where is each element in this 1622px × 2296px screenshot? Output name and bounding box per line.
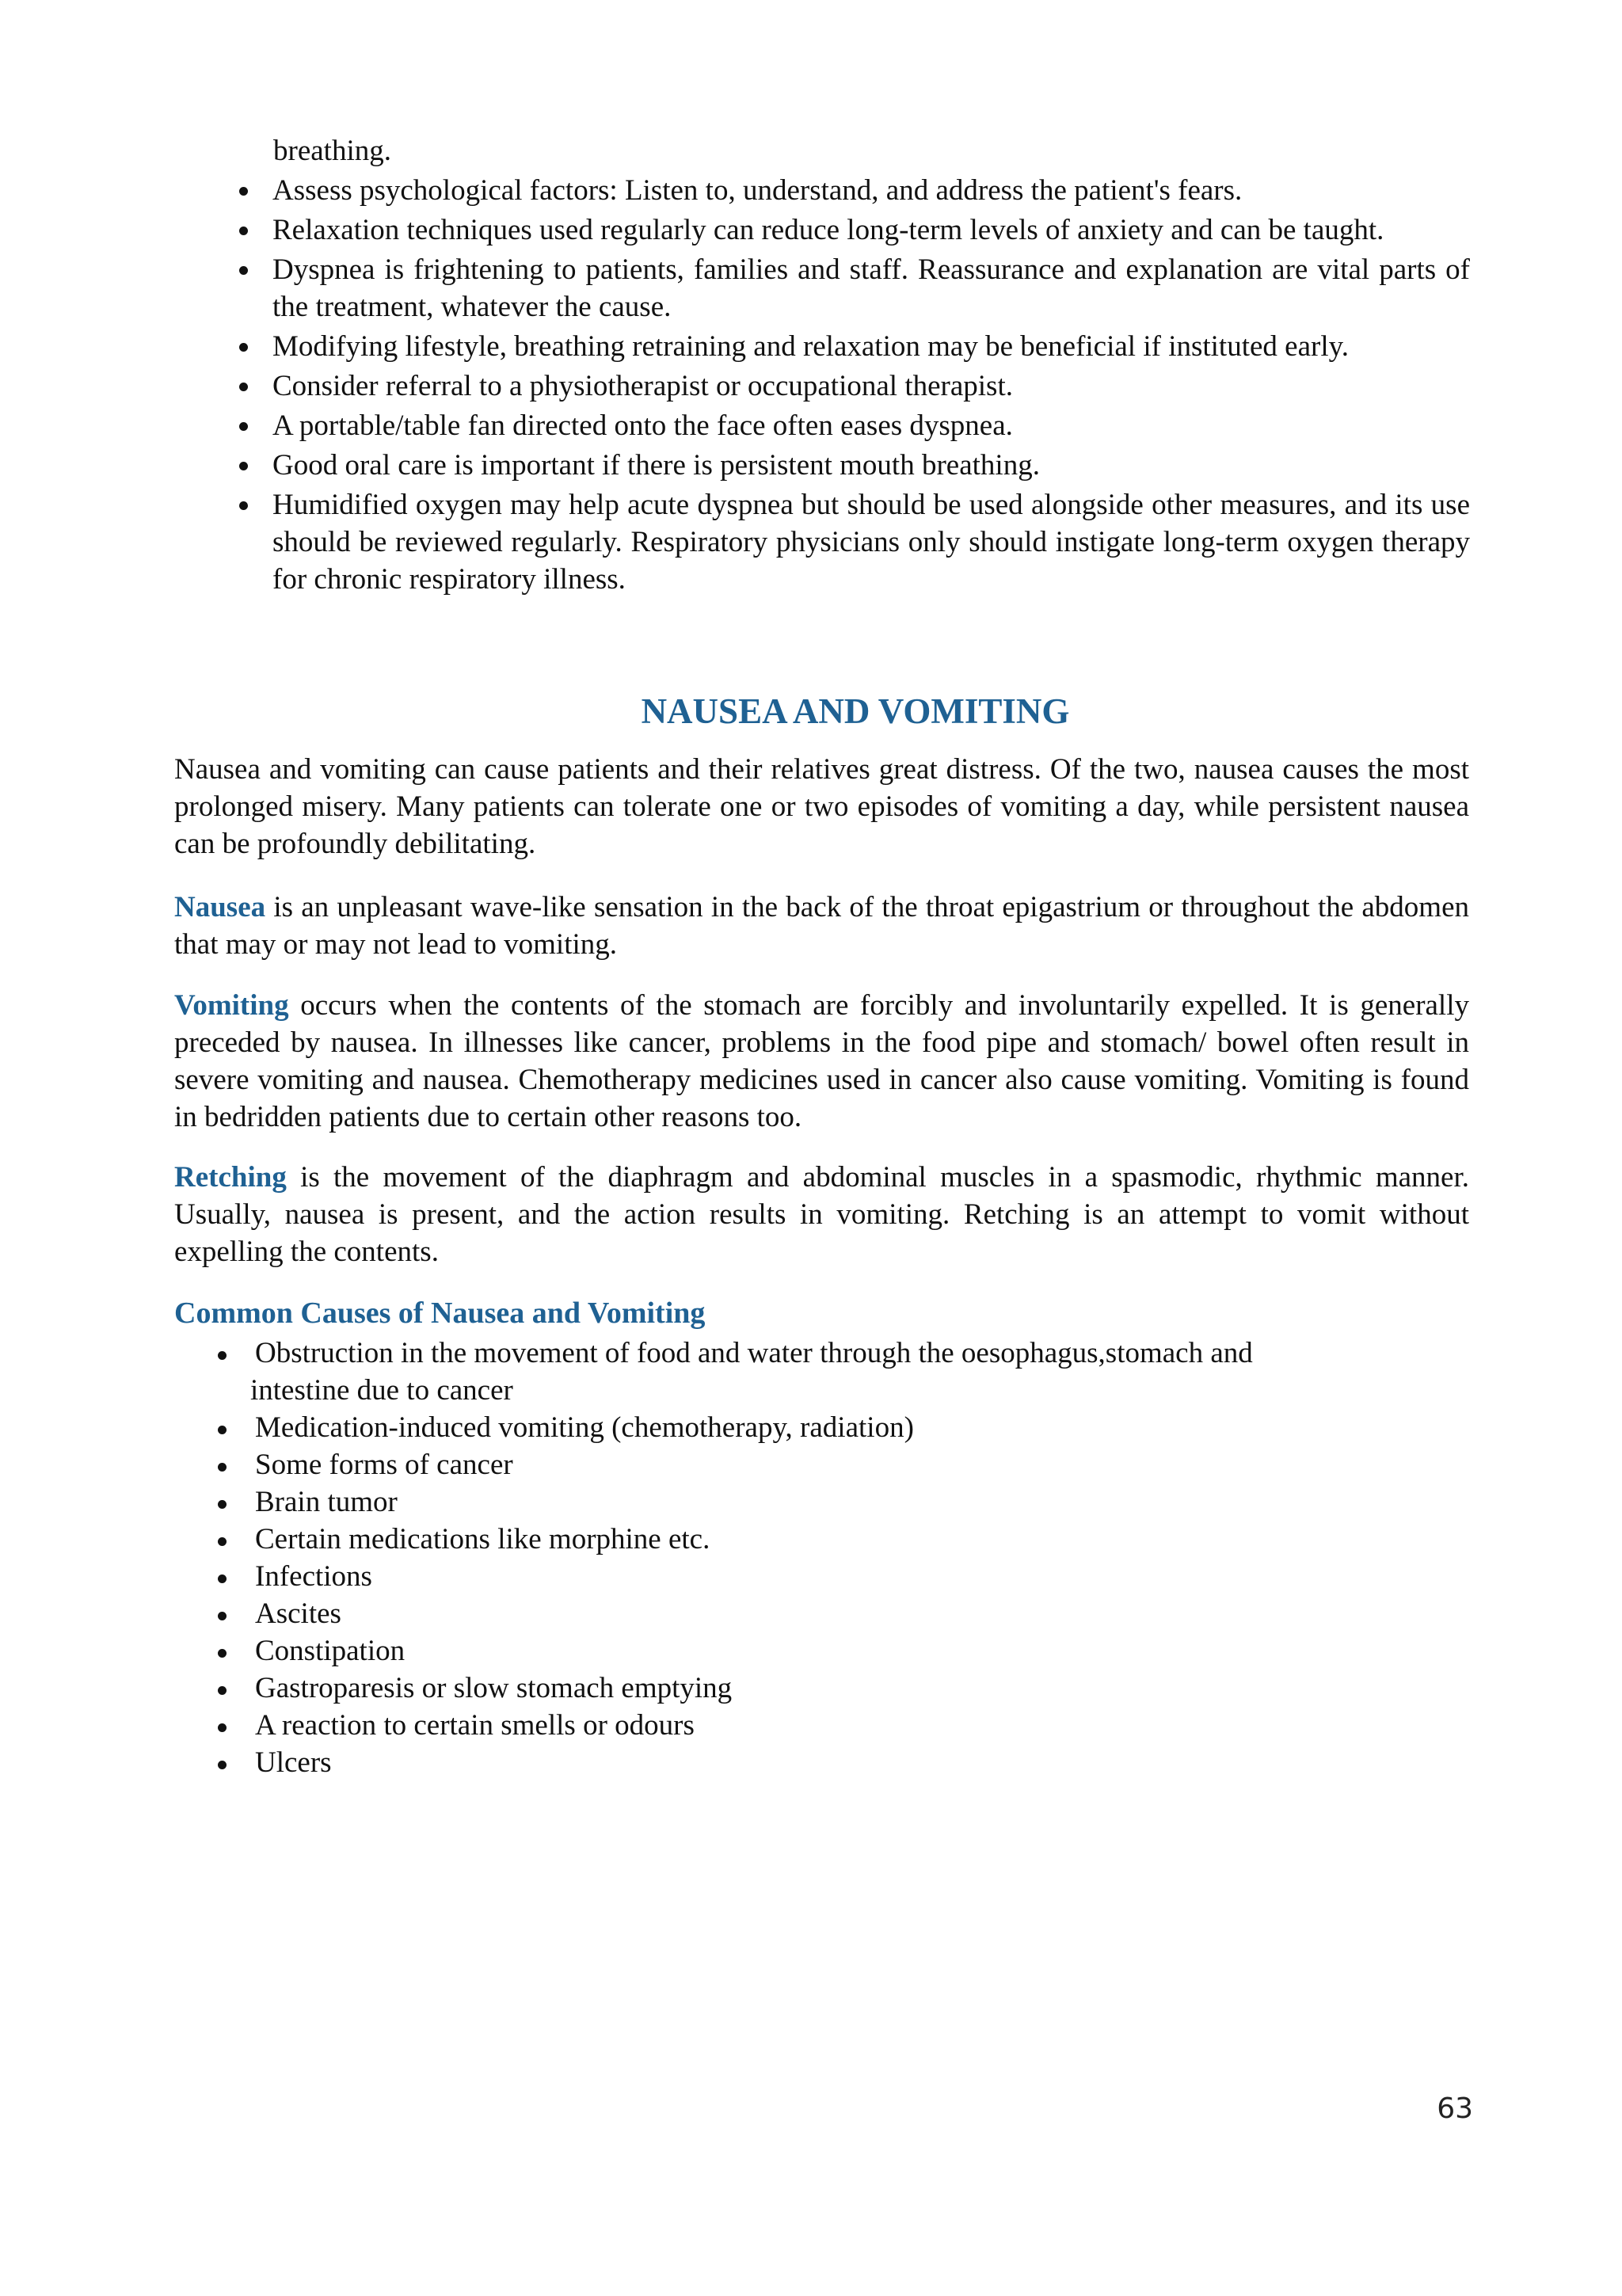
page-number: 63 bbox=[1437, 2092, 1473, 2125]
bullet-icon bbox=[218, 1612, 227, 1620]
intro-paragraph: Nausea and vomiting can cause patients and their relatives great distress. Of the two, nausea causes the most prolonged misery. Many patients can tolerate one or two episodes of vomiting a day, while persistent nausea can be profoundly debilitating. bbox=[174, 753, 1469, 860]
bullet-icon bbox=[218, 1686, 227, 1695]
continuation-line: breathing. bbox=[273, 135, 391, 167]
term-nausea: Nausea bbox=[174, 891, 266, 923]
list-item-text-continuation: intestine due to cancer bbox=[250, 1374, 513, 1407]
definition-text: is the movement of the diaphragm and abdominal muscles in a spasmodic, rhythmic manner. Usually, nausea is present, and the action results in vomiting. Retching is an attempt to vomit without expelling the contents. bbox=[174, 1161, 1469, 1268]
list-item-text: Obstruction in the movement of food and water through the oesophagus,stomach and bbox=[255, 1337, 1253, 1369]
term-vomiting: Vomiting bbox=[174, 989, 289, 1022]
bullet-icon bbox=[218, 1723, 227, 1732]
list-item bbox=[215, 1707, 1451, 1744]
bullet-icon bbox=[239, 187, 248, 196]
list-item bbox=[234, 407, 1470, 444]
causes-list bbox=[215, 1335, 1451, 1781]
list-item-text: Gastroparesis or slow stomach emptying bbox=[255, 1672, 733, 1704]
list-item bbox=[215, 1335, 1451, 1409]
list-item-text: Assess psychological factors: Listen to, understand, and address the patient's fears. bbox=[272, 174, 1243, 207]
bullet-icon bbox=[218, 1500, 227, 1509]
list-item-text: Good oral care is important if there is persistent mouth breathing. bbox=[272, 449, 1040, 482]
list-item bbox=[234, 328, 1470, 365]
list-item-text: Relaxation techniques used regularly can reduce long-term levels of anxiety and can be taught. bbox=[272, 214, 1384, 246]
list-item-text: Medication-induced vomiting (chemotherapy, radiation) bbox=[255, 1411, 914, 1444]
list-item bbox=[215, 1632, 1451, 1670]
list-item-text: Ulcers bbox=[255, 1746, 332, 1779]
list-item-text: Constipation bbox=[255, 1635, 406, 1667]
list-item bbox=[234, 172, 1470, 209]
list-item bbox=[234, 447, 1470, 484]
retching-definition bbox=[174, 1159, 1469, 1270]
bullet-icon bbox=[239, 501, 248, 510]
bullet-icon bbox=[239, 462, 248, 470]
list-item bbox=[215, 1558, 1451, 1595]
bullet-icon bbox=[218, 1574, 227, 1583]
list-item-text: Modifying lifestyle, breathing retraining and relaxation may be beneficial if instituted early. bbox=[272, 330, 1349, 363]
top-bullet-list bbox=[234, 172, 1470, 600]
section-title: NAUSEA AND VOMITING bbox=[641, 691, 1070, 731]
list-item-text: Dyspnea is frightening to patients, families and staff. Reassurance and explanation are vital parts of the treatment, whatever the cause. bbox=[272, 253, 1470, 323]
bullet-icon bbox=[218, 1649, 227, 1658]
list-item-text: Consider referral to a physiotherapist or occupational therapist. bbox=[272, 370, 1013, 402]
list-item bbox=[234, 486, 1470, 598]
definition-text: occurs when the contents of the stomach are forcibly and involuntarily expelled. It is generally preceded by nausea. In illnesses like cancer, problems in the food pipe and stomach/ bowel often result in severe vomiting and nausea. Chemotherapy medicines used in cancer also cause vomiting. Vomiting is found in bedridden patients due to certain other reasons too. bbox=[174, 989, 1469, 1133]
list-item bbox=[215, 1409, 1451, 1446]
list-item bbox=[215, 1595, 1451, 1632]
bullet-icon bbox=[239, 422, 248, 431]
bullet-icon bbox=[239, 266, 248, 275]
list-item-text: Humidified oxygen may help acute dyspnea but should be used alongside other measures, and its use should be reviewed regularly. Respiratory physicians only should instigate long-term oxygen therapy for chronic respiratory illness. bbox=[272, 489, 1470, 596]
list-item-text: A portable/table fan directed onto the face often eases dyspnea. bbox=[272, 409, 1013, 442]
vomiting-definition bbox=[174, 987, 1469, 1136]
bullet-icon bbox=[239, 383, 248, 391]
nausea-definition bbox=[174, 889, 1469, 963]
bullet-icon bbox=[218, 1463, 227, 1472]
definition-text: is an unpleasant wave-like sensation in the back of the throat epigastrium or throughout the abdomen that may or may not lead to vomiting. bbox=[174, 891, 1469, 961]
list-item bbox=[215, 1446, 1451, 1483]
bullet-icon bbox=[239, 343, 248, 352]
list-item-text: Brain tumor bbox=[255, 1486, 398, 1518]
list-item bbox=[215, 1670, 1451, 1707]
list-item-text: Some forms of cancer bbox=[255, 1449, 513, 1481]
bullet-icon bbox=[218, 1537, 227, 1546]
list-item-text: Infections bbox=[255, 1560, 372, 1593]
list-item bbox=[234, 251, 1470, 326]
bullet-icon bbox=[218, 1761, 227, 1769]
list-item bbox=[215, 1483, 1451, 1521]
list-item bbox=[215, 1521, 1451, 1558]
list-item-text: Certain medications like morphine etc. bbox=[255, 1523, 710, 1555]
causes-heading: Common Causes of Nausea and Vomiting bbox=[174, 1296, 706, 1330]
bullet-icon bbox=[218, 1426, 227, 1434]
bullet-icon bbox=[218, 1351, 227, 1360]
list-item-text: A reaction to certain smells or odours bbox=[255, 1709, 695, 1742]
term-retching: Retching bbox=[174, 1161, 287, 1194]
list-item bbox=[234, 211, 1470, 249]
list-item bbox=[215, 1744, 1451, 1781]
list-item bbox=[234, 367, 1470, 405]
bullet-icon bbox=[239, 227, 248, 235]
list-item-text: Ascites bbox=[255, 1597, 341, 1630]
